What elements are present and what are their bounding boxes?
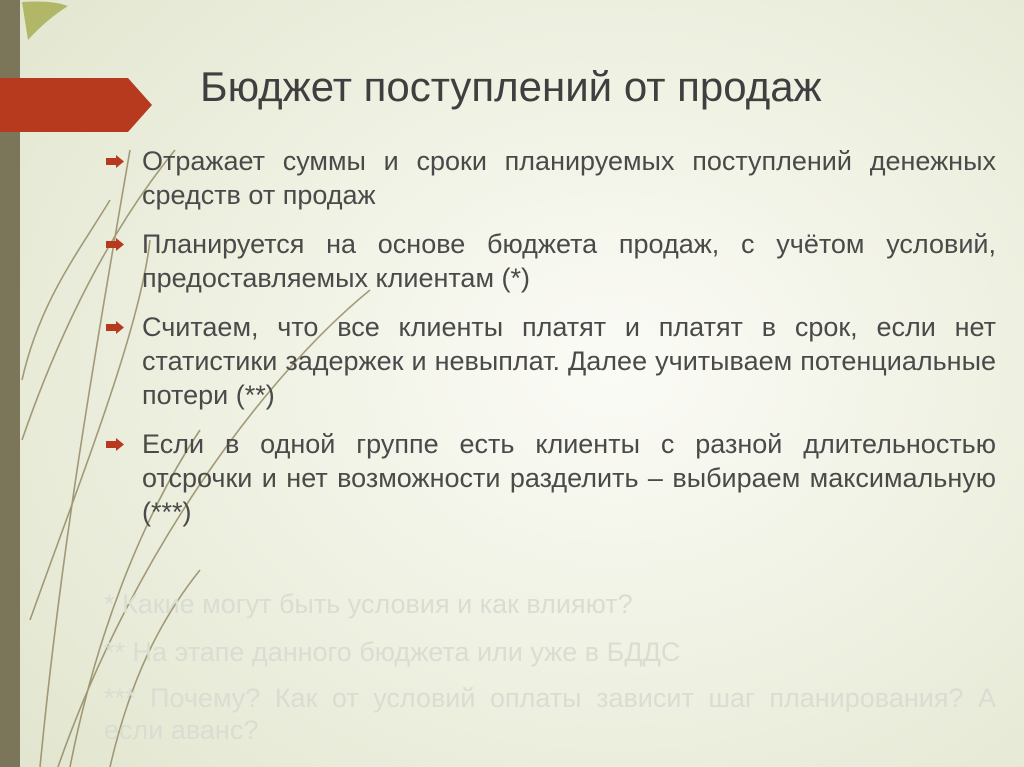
footnote: *** Почему? Как от условий оплаты зависит шаг планирования? А если аванс? <box>104 683 996 745</box>
bullet-text: Отражает суммы и сроки планируемых поступлений денежных средств от продаж <box>142 146 996 210</box>
arrow-bullet-icon <box>106 155 124 168</box>
footnote: ** На этапе данного бюджета или уже в БДДС <box>104 637 681 667</box>
arrow-bullet-icon <box>106 321 124 334</box>
bullet-list <box>104 144 996 544</box>
bullet-item <box>104 427 996 529</box>
bullet-item <box>104 227 996 295</box>
bullet-item <box>104 310 996 412</box>
deco-line-6 <box>22 200 110 380</box>
footnotes <box>104 586 996 758</box>
bullet-text: Планируется на основе бюджета продаж, с учётом условий, предоставляемых клиентам (*) <box>142 229 996 293</box>
slide-title: Бюджет поступлений от продаж <box>200 63 822 110</box>
title-banner-arrow <box>0 78 152 132</box>
bullet-text: Если в одной группе есть клиенты с разной длительностью отсрочки и нет возможности разделить – выбираем максимальную (***) <box>142 429 996 527</box>
green-leaf-shape <box>22 2 68 41</box>
footnote: * Какие могут быть условия и как влияют? <box>104 589 633 619</box>
arrow-bullet-icon <box>106 438 124 451</box>
bullet-item <box>104 144 996 212</box>
arrow-bullet-icon <box>106 238 124 251</box>
bullet-text: Считаем, что все клиенты платят и платят в срок, если нет статистики задержек и невыплат. Далее учитываем потенциальные потери (**) <box>142 312 996 410</box>
